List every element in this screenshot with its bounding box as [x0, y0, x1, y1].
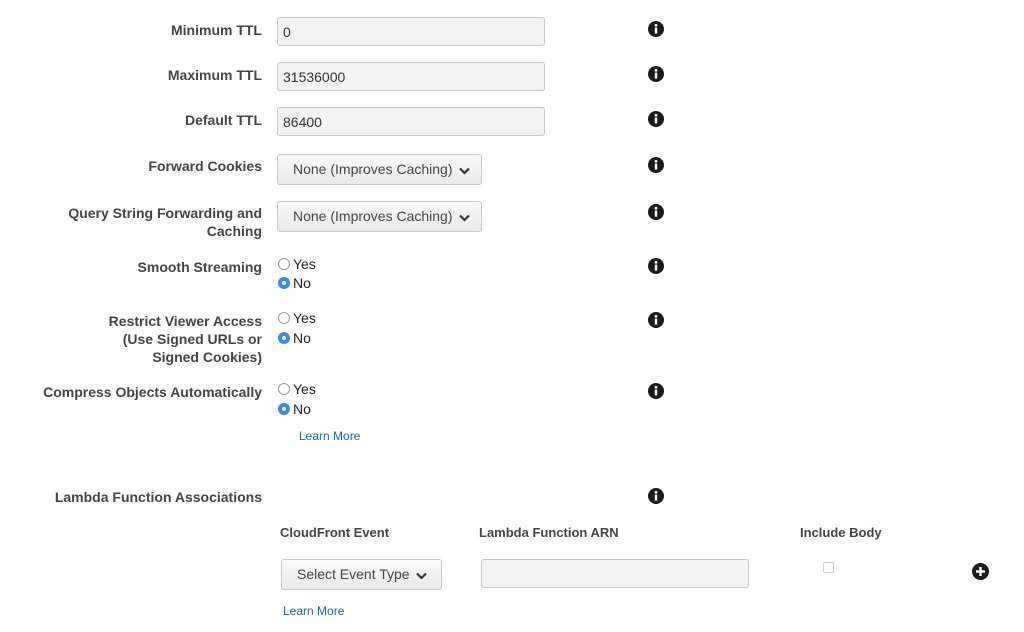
compress-label: Compress Objects Automatically	[43, 384, 262, 400]
radio-label: Yes	[293, 256, 316, 272]
lambda-arn-header: Lambda Function ARN	[479, 525, 619, 540]
min-ttl-input[interactable]	[277, 17, 545, 46]
chevron-down-icon	[416, 561, 427, 590]
include-body-header: Include Body	[800, 525, 882, 540]
restrict-viewer-no[interactable]	[278, 329, 311, 347]
radio-button[interactable]	[278, 383, 290, 395]
smooth-streaming-label: Smooth Streaming	[137, 259, 262, 275]
event-type-select[interactable]	[281, 559, 442, 590]
query-string-label-line1: Query String Forwarding and	[68, 205, 262, 221]
smooth-streaming-no[interactable]	[278, 274, 311, 292]
query-string-label-line2: Caching	[206, 223, 262, 239]
restrict-viewer-label-line1: Restrict Viewer Access	[108, 313, 262, 329]
radio-button[interactable]	[278, 403, 290, 415]
radio-button[interactable]	[278, 332, 290, 344]
restrict-viewer-label-line2: (Use Signed URLs or	[122, 331, 262, 347]
min-ttl-label: Minimum TTL	[171, 22, 262, 38]
lambda-arn-input[interactable]	[481, 559, 749, 588]
radio-button[interactable]	[278, 258, 290, 270]
query-string-select[interactable]	[277, 201, 482, 232]
default-ttl-label: Default TTL	[185, 112, 262, 128]
radio-label: No	[293, 330, 311, 346]
compress-learn-more-link[interactable]: Learn More	[299, 429, 361, 443]
default-ttl-input[interactable]	[277, 107, 545, 136]
forward-cookies-value: None (Improves Caching)	[293, 161, 453, 177]
lambda-learn-more-link[interactable]: Learn More	[283, 604, 345, 618]
lambda-associations-label: Lambda Function Associations	[54, 489, 262, 505]
smooth-streaming-yes[interactable]	[278, 255, 316, 273]
radio-label: Yes	[293, 310, 316, 326]
info-icon[interactable]	[648, 21, 664, 37]
forward-cookies-select[interactable]	[277, 154, 482, 185]
chevron-down-icon	[459, 203, 470, 232]
compress-yes[interactable]	[278, 380, 316, 398]
radio-button[interactable]	[278, 277, 290, 289]
max-ttl-label: Maximum TTL	[167, 67, 262, 83]
query-string-value: None (Improves Caching)	[293, 208, 453, 224]
chevron-down-icon	[459, 156, 470, 185]
event-type-value: Select Event Type	[297, 566, 410, 582]
info-icon[interactable]	[648, 204, 664, 220]
radio-button[interactable]	[278, 312, 290, 324]
cloudfront-event-header: CloudFront Event	[280, 525, 390, 540]
restrict-viewer-yes[interactable]	[278, 309, 316, 327]
info-icon[interactable]	[648, 258, 664, 274]
info-icon[interactable]	[648, 488, 664, 504]
info-icon[interactable]	[648, 157, 664, 173]
forward-cookies-label: Forward Cookies	[148, 158, 262, 174]
restrict-viewer-label-line3: Signed Cookies)	[152, 349, 262, 365]
restrict-viewer-label	[109, 312, 262, 366]
include-body-checkbox[interactable]	[823, 562, 834, 573]
plus-circle-icon[interactable]	[972, 563, 989, 580]
max-ttl-input[interactable]	[277, 62, 545, 91]
query-string-label	[68, 204, 262, 240]
compress-no[interactable]	[278, 400, 311, 418]
info-icon[interactable]	[648, 312, 664, 328]
radio-label: Yes	[293, 381, 316, 397]
radio-label: No	[293, 275, 311, 291]
info-icon[interactable]	[648, 111, 664, 127]
info-icon[interactable]	[648, 66, 664, 82]
info-icon[interactable]	[648, 383, 664, 399]
radio-label: No	[293, 401, 311, 417]
